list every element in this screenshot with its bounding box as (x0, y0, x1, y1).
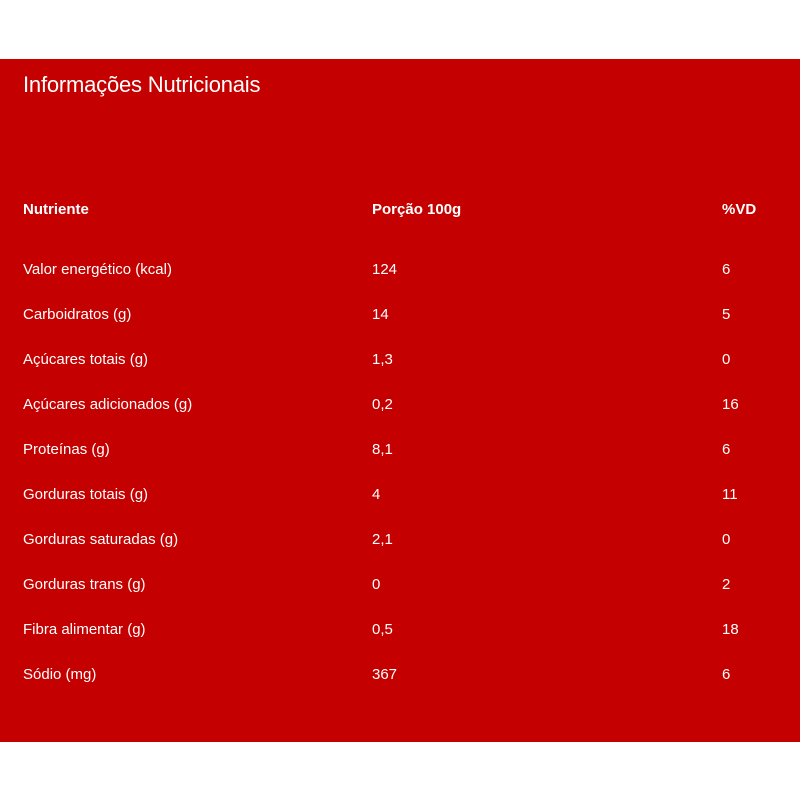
table-row (0, 255, 800, 285)
vd-value: 0 (722, 351, 731, 368)
table-row (0, 390, 800, 420)
nutrient-name: Sódio (mg) (23, 666, 97, 683)
portion-value: 367 (372, 666, 398, 683)
table-row (0, 660, 800, 690)
nutrient-name: Açúcares adicionados (g) (23, 396, 193, 413)
vd-value: 18 (722, 621, 739, 638)
panel-title: Informações Nutricionais (23, 72, 261, 97)
table-row (0, 615, 800, 645)
portion-value: 14 (372, 306, 389, 323)
nutrient-name: Gorduras trans (g) (23, 576, 146, 593)
portion-value: 8,1 (372, 441, 393, 458)
header-nutrient: Nutriente (23, 201, 89, 218)
portion-value: 124 (372, 261, 398, 278)
nutrient-name: Carboidratos (g) (23, 306, 132, 323)
vd-value: 6 (722, 261, 731, 278)
nutrient-name: Gorduras totais (g) (23, 486, 149, 503)
portion-value: 2,1 (372, 531, 393, 548)
header-vd: %VD (722, 201, 757, 218)
table-row (0, 525, 800, 555)
nutrient-name: Valor energético (kcal) (23, 261, 172, 278)
portion-value: 4 (372, 486, 381, 503)
nutrition-panel (0, 59, 800, 742)
vd-value: 16 (722, 396, 739, 413)
table-row (0, 570, 800, 600)
portion-value: 0,2 (372, 396, 393, 413)
table-row (0, 345, 800, 375)
vd-value: 0 (722, 531, 731, 548)
vd-value: 11 (722, 486, 738, 503)
table-row (0, 300, 800, 330)
header-portion: Porção 100g (372, 201, 462, 218)
portion-value: 1,3 (372, 351, 393, 368)
portion-value: 0,5 (372, 621, 393, 638)
vd-value: 6 (722, 441, 731, 458)
vd-value: 5 (722, 306, 731, 323)
vd-value: 2 (722, 576, 731, 593)
nutrient-name: Açúcares totais (g) (23, 351, 149, 368)
nutrient-name: Gorduras saturadas (g) (23, 531, 179, 548)
nutrient-name: Proteínas (g) (23, 441, 110, 458)
table-row (0, 435, 800, 465)
nutrient-name: Fibra alimentar (g) (23, 621, 146, 638)
table-row (0, 480, 800, 510)
portion-value: 0 (372, 576, 381, 593)
vd-value: 6 (722, 666, 731, 683)
